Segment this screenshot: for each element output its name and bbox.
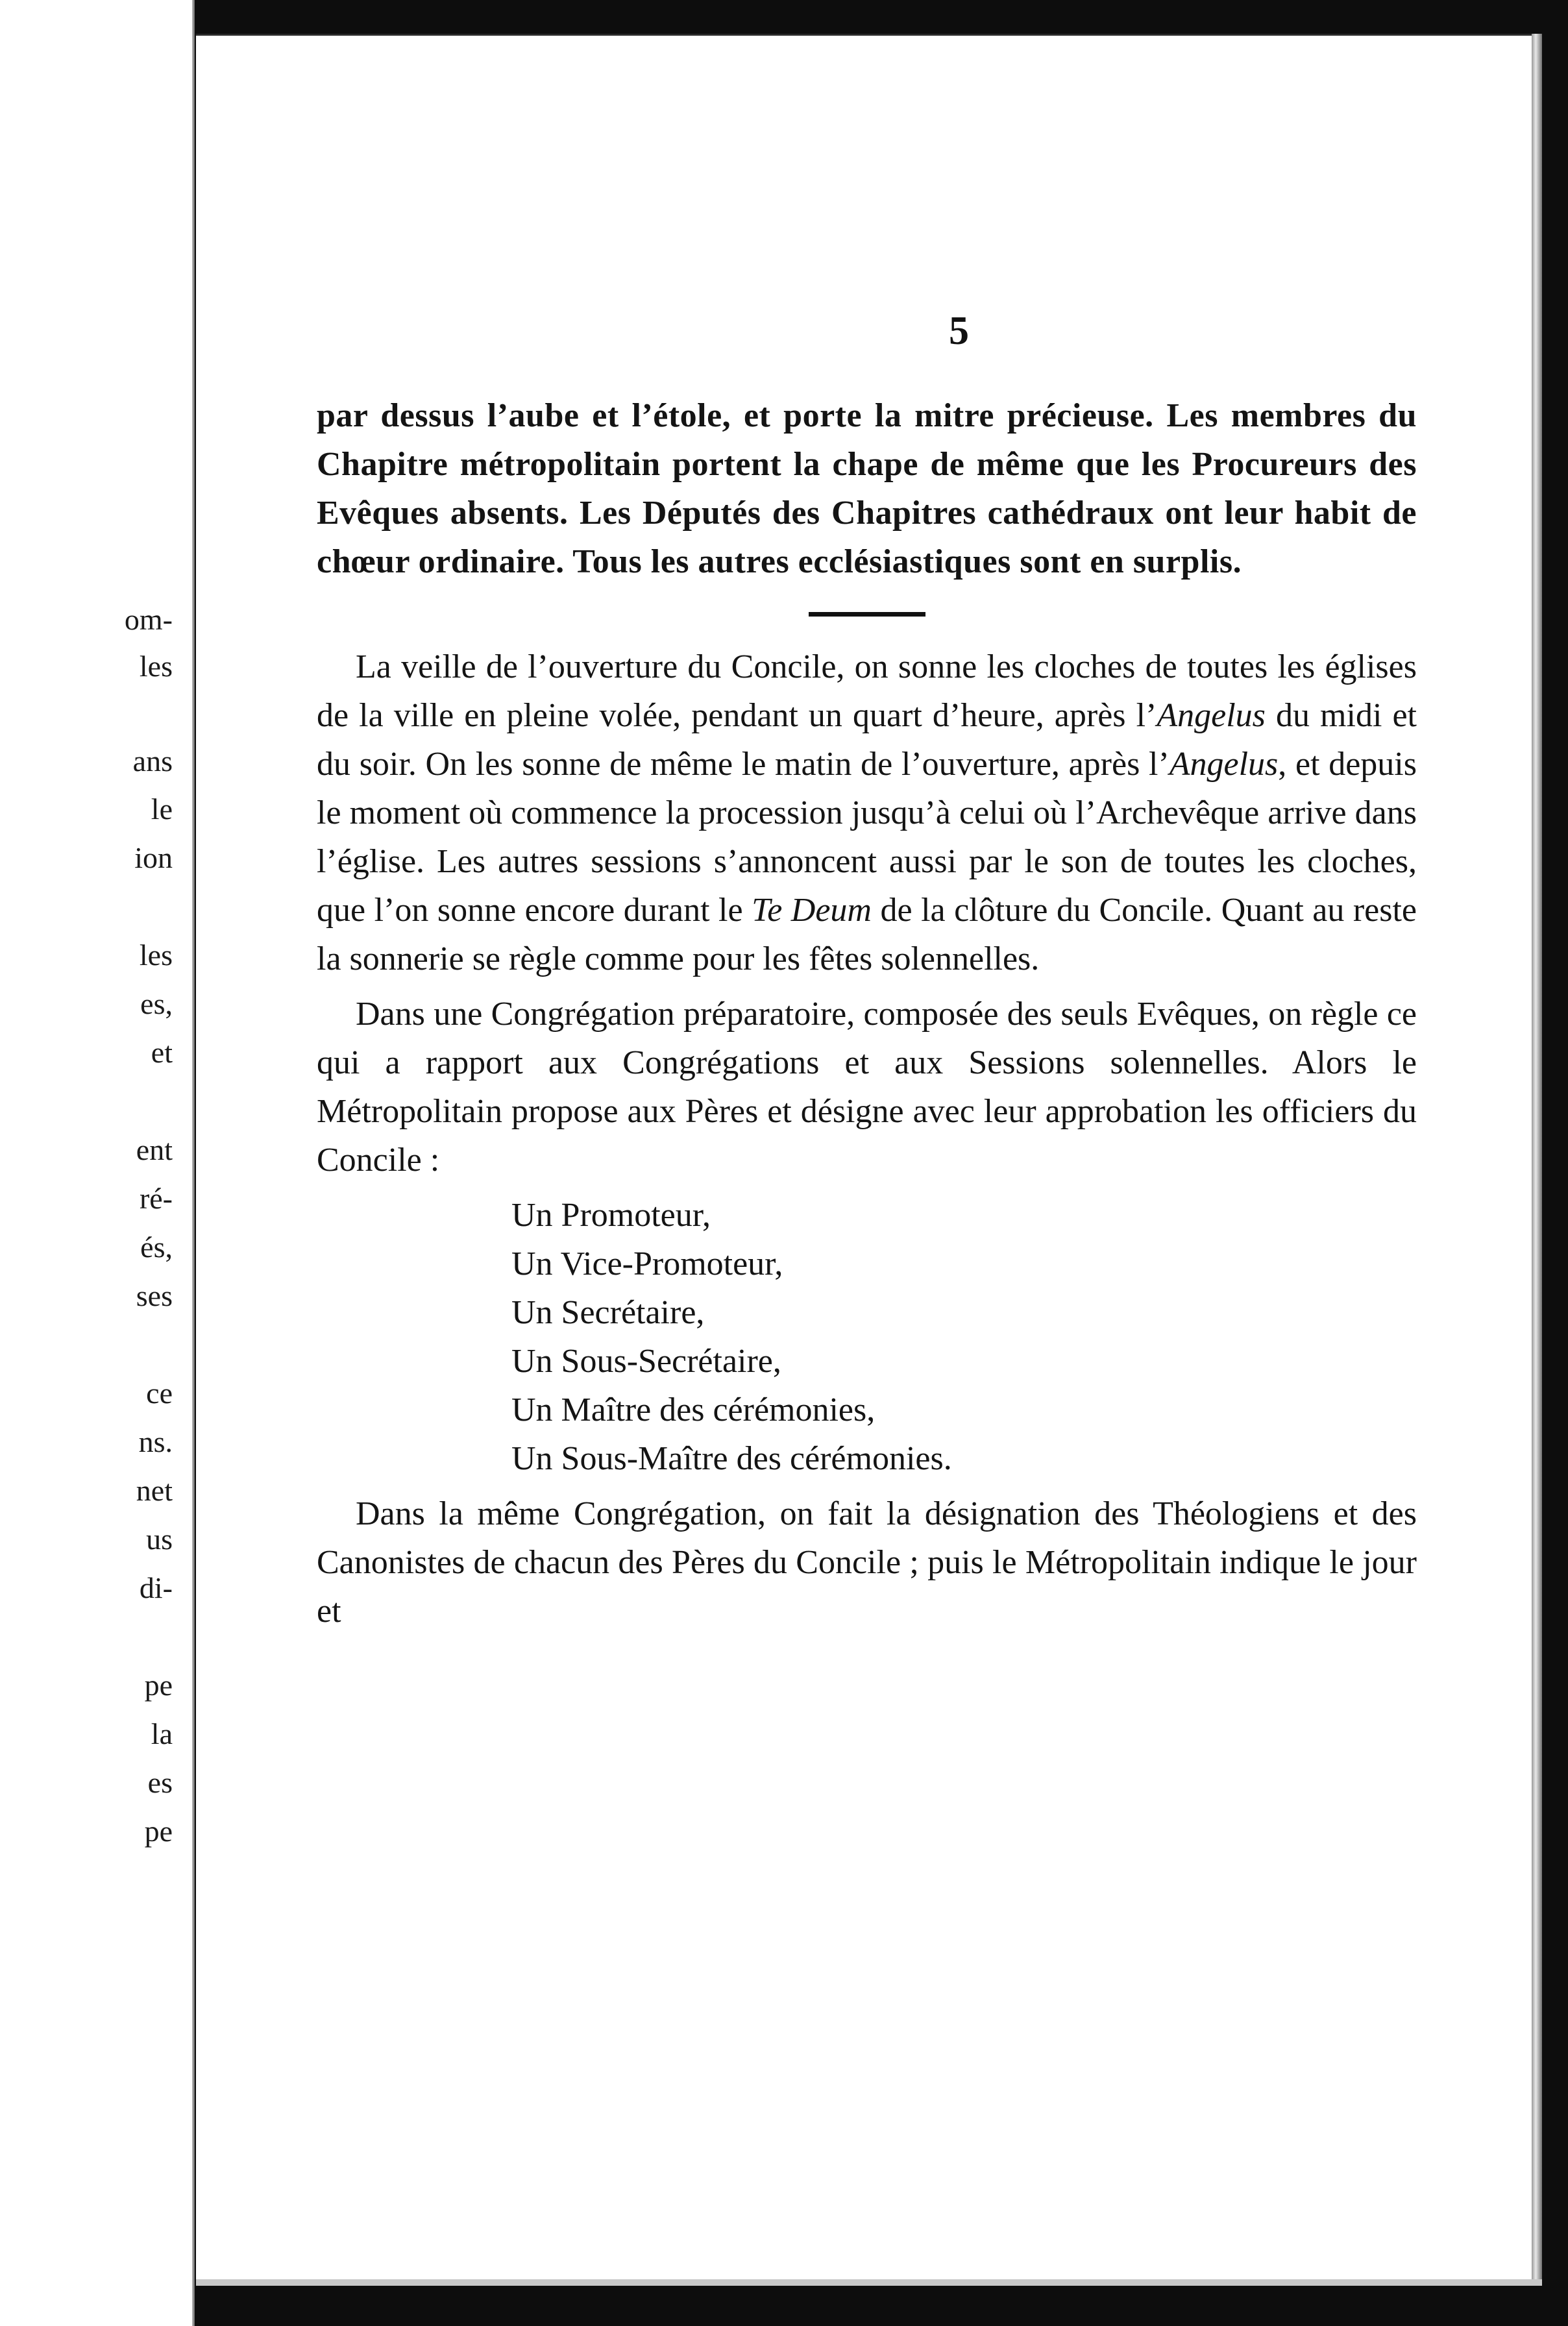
left-page-fragment: di- xyxy=(139,1571,173,1604)
page-gutter-shadow xyxy=(192,0,195,2326)
left-page-fragment: us xyxy=(146,1523,173,1556)
left-page-fragment: et xyxy=(151,1036,173,1069)
left-page-fragment: om- xyxy=(124,603,173,636)
left-page-fragment: ré- xyxy=(139,1182,173,1215)
page-edge xyxy=(1532,34,1542,2279)
paragraph-bells-text: La veille de l’ouverture du Concile, on sonne les cloches de toutes les églises de la ville en pleine volée, pendant un quart d’heure, après l’ xyxy=(317,648,1417,734)
paragraph-bells-text: du midi et du soir. On les sonne de même le matin de l’ouverture, après l’ xyxy=(317,697,1417,783)
left-page-fragment: ent xyxy=(136,1133,173,1166)
page-number: 5 xyxy=(949,309,969,353)
list-item: Un Vice-Promoteur, xyxy=(511,1245,783,1282)
paragraph-bells-text: , et depuis le moment où commence la procession jusqu’à celui où l’Archevêque arrive dans l’église. Les autres sessions s’annoncent aussi par le son de toutes les cloches, que l’on sonne encore durant le xyxy=(317,746,1417,929)
book-page xyxy=(196,34,1532,2281)
list-item: Un Sous-Maître des cérémonies. xyxy=(511,1440,952,1477)
list-item: Un Promoteur, xyxy=(511,1197,711,1234)
angelus-italic: Angelus xyxy=(1157,697,1266,734)
page-edge xyxy=(196,2279,1542,2286)
officers-list xyxy=(317,1191,1417,1483)
page-text-block xyxy=(317,391,1417,1635)
paragraph-theologians: Dans la même Congrégation, on fait la désignation des Théologiens et des Canonistes de chacun des Pères du Concile ; puis le Métropolitain indique le jour et xyxy=(317,1495,1417,1630)
left-page-fragment: pe xyxy=(144,1815,173,1848)
left-facing-page xyxy=(0,0,195,2326)
left-page-fragment: pe xyxy=(144,1669,173,1702)
left-page-fragment: ion xyxy=(134,841,173,874)
paragraph-vestments: par dessus l’aube et l’étole, et porte la mitre précieuse. Les membres du Chapitre métropolitain portent la chape de même que les Procureurs des Evêques absents. Les Députés des Chapitres cathédraux ont leur habit de chœur ordinaire. Tous les autres ecclésiastiques sont en surplis. xyxy=(317,397,1417,580)
left-page-fragment: ses xyxy=(136,1279,173,1312)
paragraph-congregation: Dans une Congrégation préparatoire, composée des seuls Evêques, on règle ce qui a rapport aux Congrégations et aux Sessions solennelles. Alors le Métropolitain propose aux Pères et désigne avec leur approbation les officiers du Concile : xyxy=(317,996,1417,1179)
left-page-fragment: le xyxy=(151,792,173,826)
angelus-italic: Angelus xyxy=(1169,746,1279,783)
left-page-fragment: la xyxy=(151,1717,173,1750)
left-page-fragment: net xyxy=(136,1474,173,1507)
list-item: Un Sous-Secrétaire, xyxy=(511,1343,781,1380)
te-deum-italic: Te Deum xyxy=(752,892,872,929)
left-page-fragment: les xyxy=(139,650,173,683)
left-page-fragment: és, xyxy=(140,1230,173,1264)
section-divider xyxy=(809,612,925,617)
list-item: Un Secrétaire, xyxy=(511,1294,705,1331)
left-page-fragment: es xyxy=(147,1766,173,1799)
paragraph-bells xyxy=(317,643,1417,983)
left-page-fragment: les xyxy=(139,938,173,972)
left-page-fragment: ns. xyxy=(138,1425,173,1458)
list-item: Un Maître des cérémonies, xyxy=(511,1391,876,1428)
paragraph-bells-text: de la clôture du Concile. Quant au reste la sonnerie se règle comme pour les fêtes solennelles. xyxy=(317,892,1417,977)
left-page-fragment: es, xyxy=(140,987,173,1020)
left-page-fragment: ce xyxy=(146,1377,173,1410)
left-page-fragment: ans xyxy=(132,744,173,777)
